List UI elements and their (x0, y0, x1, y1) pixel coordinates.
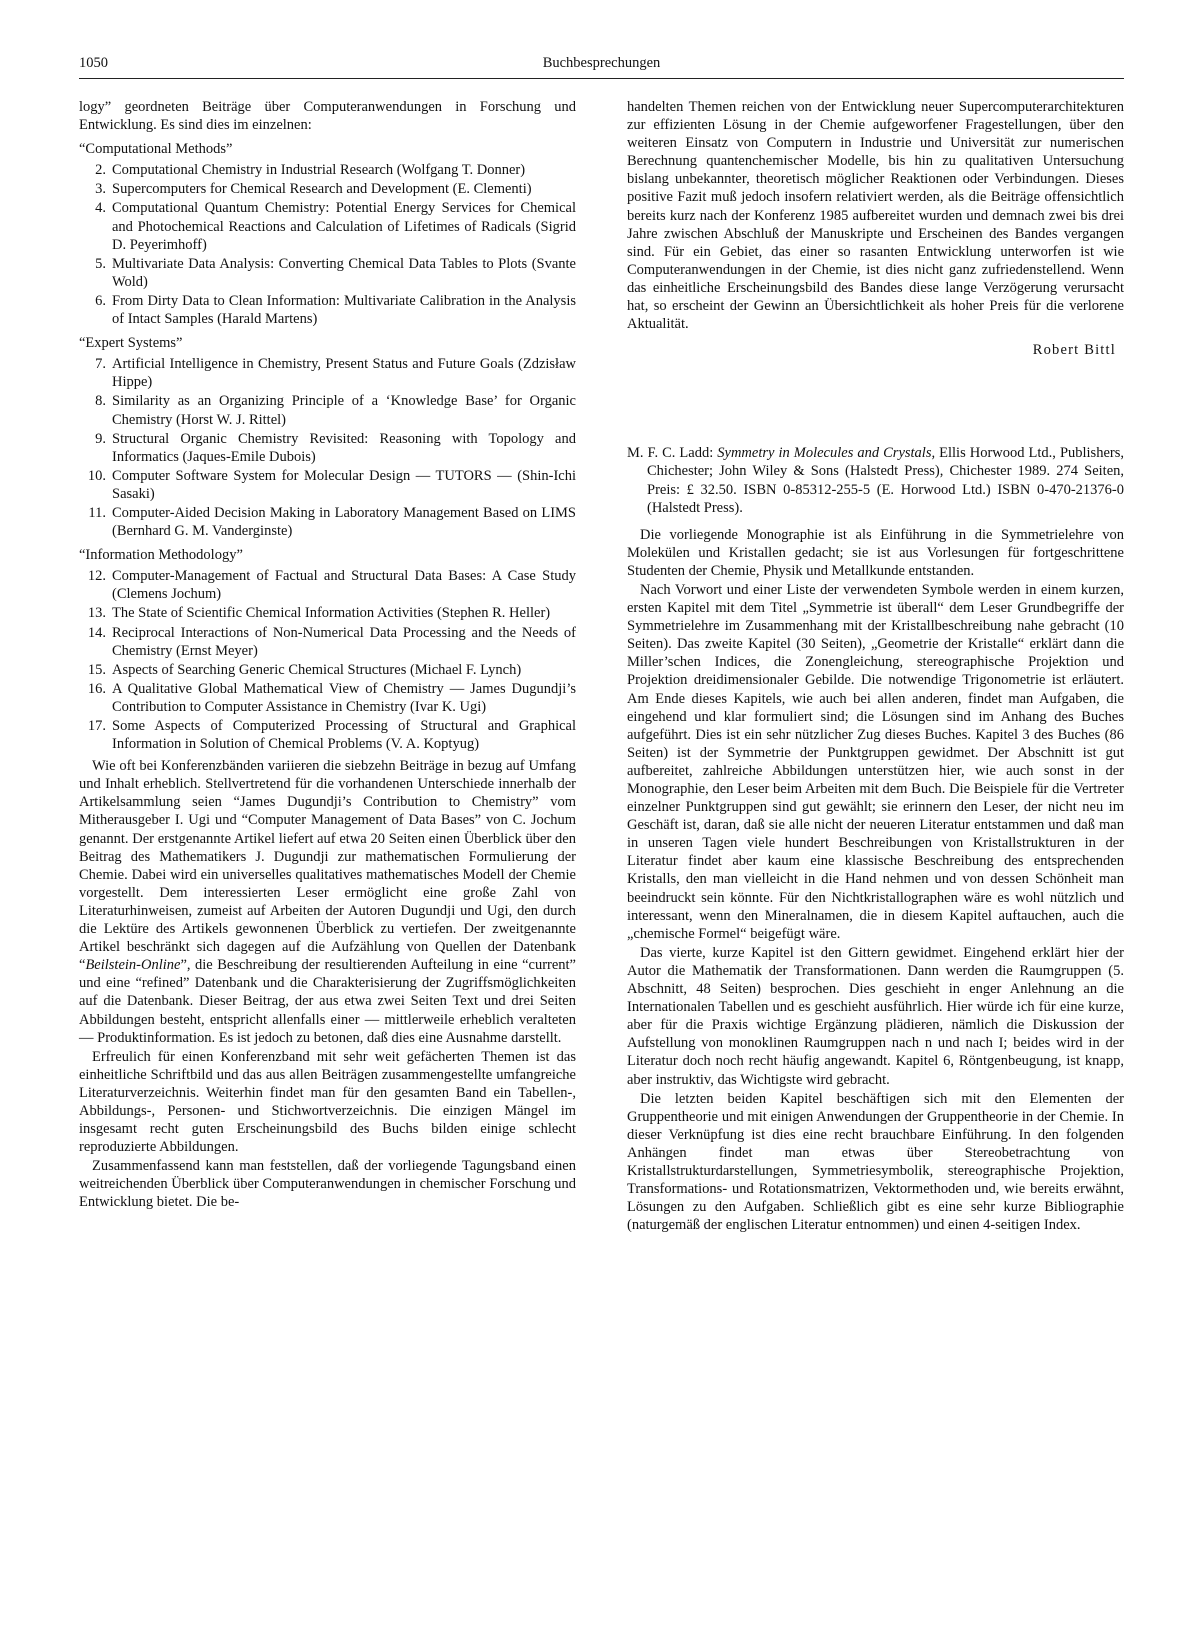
body-paragraph: Wie oft bei Konferenzbänden variieren die siebzehn Beiträge in bezug auf Umfang und Inhalt erheblich. Stellvertretend für die vorhandenen Unterschiede innerhalb der Artikelsammlung seien “James Dugundji’s Contribution to Chemistry” vom Mitherausgeber I. Ugi und “Computer Management of Data Bases” von C. Jochum genannt. Der erstgenannte Artikel liefert auf etwa 20 Seiten einen Überblick über den Beitrag des Mathematikers J. Dugundji zur mathematischen Formulierung der Chemie. Dabei wird ein universelles qualitatives mathematisches Modell der Chemie vorgestellt. Dem interessierten Leser ermöglicht eine große Zahl von Literaturhinweisen, zumeist auf Arbeiten der Autoren Dugundji und Ugi, den durch die Lektüre des Artikels gewonnenen Überblick zu vertiefen. Der zweitgenannte Artikel beschränkt sich dagegen auf die Aufzählung von Quellen der Datenbank “Beilstein-Online”, die Beschreibung der resultierenden Aufteilung in eine “current” und eine “refined” Datenbank und die Charakterisierung der Zugriffsmöglichkeiten auf die Datenbank. Dieser Beitrag, der aus etwa zwei Seiten Text und drei Seiten Abbildungen besteht, entspricht allenfalls einer — mittlerweile erheblich veralteten — Produktinformation. Es ist jedoch zu betonen, daß dies eine Ausnahme darstellt. (79, 758, 576, 1046)
list-item: 9. Structural Organic Chemistry Revisited: Reasoning with Topology and Informatics (Jaques-Emile Dubois) (95, 430, 576, 465)
list-item: 6. From Dirty Data to Clean Information: Multivariate Calibration in the Analysis of Intact Samples (Harald Martens) (95, 292, 576, 328)
list-item: 7. Artificial Intelligence in Chemistry, Present Status and Future Goals (Zdzisław Hippe) (95, 356, 576, 391)
group-title-information: “Information Methodology” (79, 547, 243, 564)
list-item: 14. Reciprocal Interactions of Non-Numerical Data Processing and the Needs of Chemistry (Ernst Meyer) (87, 624, 576, 659)
list-item: 8. Similarity as an Organizing Principle of a ‘Knowledge Base’ for Organic Chemistry (Horst W. J. Rittel) (95, 393, 576, 428)
body-paragraph: handelten Themen reichen von der Entwicklung neuer Supercomputerarchitekturen zur effizienten Lösung in der Chemie aufgeworfener Fragestellungen, über den weiteren Einsatz von Computern in Industrie und Universität zur numerischen Berechnung quantenchemischer Modelle, bis hin zu qualitativen Untersuchung bislang unbekannter, theoretisch möglicher Reaktionen oder Verbindungen. Dieses positive Fazit muß jedoch insofern relativiert werden, als die Beiträge offensichtlich bereits kurz nach der Konferenz 1985 aufbereitet wurden und demnach zwei bis drei Jahre zwischen Abschluß der Manuskripte und Erscheinen des Bandes vergangen sind. Für ein Gebiet, das einer so rasanten Entwicklung unterworfen ist wie Computeranwendungen in der Chemie, ist dies nicht ganz zufriedenstellend. Wenn das einheitliche Erscheinungsbild des Bandes diese lange Verzögerung verursacht hat, so erscheint der Gewinn an Übersichtlichkeit als hoher Preis für die verlorene Aktualität. (627, 99, 1124, 333)
list-item: 12. Computer-Management of Factual and Structural Data Bases: A Case Study (Clemens Jochum) (87, 568, 576, 603)
body-paragraph: Erfreulich für einen Konferenzband mit sehr weit gefächerten Themen ist das einheitliche Schriftbild und das aus allen Beiträgen zusammengestellte umfangreiche Literaturverzeichnis. Weiterhin findet man für den gesamten Band ein Tabellen-, Abbildungs-, Personen- und Stichwortverzeichnis. Die einzigen Mängel im insgesamt recht guten Erscheinungsbild des Buchs bilden einige schlecht reproduzierte Abbildungen. (79, 1048, 576, 1156)
section-title: Buchbesprechungen (542, 55, 661, 71)
body-paragraph: Nach Vorwort und einer Liste der verwendeten Symbole werden in einem kurzen, ersten Kapitel mit dem Titel „Symmetrie ist überall“ dem Leser Grundbegriffe der Symmetrielehre im Zusammenhang mit der Kristallbeschreibung nahe gebracht (10 Seiten). Das zweite Kapitel (30 Seiten), „Geometrie der Kristalle“ erklärt dann die Miller’schen Indices, die Zonengleichung, stereographische Projektion und Projektion dreidimensionaler Gebilde. Die notwendige Trigonometrie ist erläutert. Am Ende dieses Kapitels, wie auch bei allen anderen, findet man Aufgaben, die eingehend und klar formuliert sind; die Lösungen sind im Anhang des Buches aufgeführt. Dies ist ein sehr nützlicher Zug dieses Buches. Kapitel 3 des Buches (86 Seiten) ist der Symmetrie der Punktgruppen gewidmet. Der Abschnitt ist gut aufbereitet, zahlreiche Abbildungen unterstützen hier, wie auch sonst in der Monographie, den Leser beim Arbeiten mit dem Buch. Die Beispiele für die Vertreter einzelner Punktgruppen sind gut gewählt; sie erinnern den Leser, der nicht neu im Geschäft ist, daran, daß sie alle nicht der neueren Literatur entstammen und daß man in unseren Tagen viele hundert Beschreibungen von Kristallstrukturen in der Literatur findet aber kaum eine klassische Beschreibung des entsprechenden Kristalls, den man vielleicht in die Hand nehmen und von dessen Schönheit man beeindruckt sein könnte. Für den Nichtkristallographen wäre es wohl nützlich und interessant, wenn den Mineralnamen, die in diesem Kapitel auftauchen, auch die „chemische Formel“ beigefügt wäre. (627, 581, 1124, 942)
running-header (79, 52, 1124, 79)
computational-list (79, 161, 576, 328)
list-item: 3. Supercomputers for Chemical Research and Development (E. Clementi) (95, 181, 532, 198)
expert-list (79, 355, 576, 540)
list-item: 10. Computer Software System for Molecular Design — TUTORS — (Shin-Ichi Sasaki) (87, 467, 576, 502)
list-item: 4. Computational Quantum Chemistry: Potential Energy Services for Chemical and Photochemical Reactions and Calculation of Lifetimes of Radicals (Sigrid D. Peyerimhoff) (95, 200, 576, 253)
body-paragraph: Die vorliegende Monographie ist als Einführung in die Symmetrielehre von Molekülen und Kristallen gedacht; sie ist aus Vorlesungen für fortgeschrittene Studenten der Chemie, Physik und Metallkunde entstanden. (627, 526, 1124, 579)
page-number: 1050 (79, 55, 108, 71)
reviewer-signature: Robert Bittl (1032, 342, 1116, 359)
body-paragraph: Die letzten beiden Kapitel beschäftigen sich mit den Elementen der Gruppentheorie und mit einigen Anwendungen der Gruppentheorie in der Chemie. In dieser Verknüpfung ist dies eine recht brauchbare Einführung. In den folgenden Anhängen findet man etwas über Stereobetrachtung von Kristallstrukturdarstellungen, Symmetriesymbolik, stereographische Projektion, Transformations- und Rotationsmatrizen, Vektormethoden und, wie bereits erwähnt, Lösungen zu den Aufgaben. Schließlich gibt es eine sehr kurze Bibliographie (naturgemäß der englischen Literatur entnommen) und einen 4-seitigen Index. (627, 1090, 1124, 1234)
group-title-computational: “Computational Methods” (79, 141, 233, 158)
book-citation: M. F. C. Ladd: Symmetry in Molecules and Crystals, Ellis Horwood Ltd., Publishers, Chichester; John Wiley & Sons (Halstedt Press), Chichester 1989. 274 Seiten, Preis: £ 32.50. ISBN 0-85312-255-5 (E. Horwood Ltd.) ISBN 0-470-21376-0 (Halstedt Press). (627, 445, 1124, 516)
intro-paragraph: logy” geordneten Beiträge über Computeranwendungen in Forschung und Entwicklung. Es sind dies im einzelnen: (79, 99, 576, 134)
information-list (79, 567, 576, 753)
left-column (79, 98, 576, 1213)
body-paragraph: Das vierte, kurze Kapitel ist den Gittern gewidmet. Eingehend erklärt hier der Autor die Mathematik der Transformationen. Dann werden die Raumgruppen (5. Abschnitt, 48 Seiten) besprochen. Dies geschieht in enger Anlehnung an die Internationalen Tabellen und es geschieht ausführlich. Hier würde ich für eine kurze, aber für die Praxis wichtige Ergänzung plädieren, nämlich die Diskussion der Aufstellung von monoklinen Raumgruppen nach n und nach I; beides wird in der Literatur doch noch recht häufig angewandt. Kapitel 6, Röntgenbeugung, ist knapp, aber instruktiv, das Wichtigste wird gebracht. (627, 944, 1124, 1088)
list-item: 11. Computer-Aided Decision Making in Laboratory Management Based on LIMS (Bernhard G. M. Vanderginste) (88, 504, 576, 540)
group-title-expert: “Expert Systems” (79, 335, 183, 352)
right-column (627, 98, 1124, 1235)
list-item: 17. Some Aspects of Computerized Processing of Structural and Graphical Information in Solution of Chemical Problems (V. A. Koptyug) (87, 718, 576, 753)
list-item: 16. A Qualitative Global Mathematical View of Chemistry — James Dugundji’s Contribution to Computer Assistance in Chemistry (Ivar K. Ugi) (87, 680, 576, 715)
body-paragraph: Zusammenfassend kann man feststellen, daß der vorliegende Tagungsband einen weitreichenden Überblick über Computeranwendungen in chemischer Forschung und Entwicklung bietet. Die be- (79, 1158, 576, 1211)
list-item: 2. Computational Chemistry in Industrial Research (Wolfgang T. Donner) (95, 162, 526, 179)
list-item: 13. The State of Scientific Chemical Information Activities (Stephen R. Heller) (87, 605, 551, 622)
list-item: 15. Aspects of Searching Generic Chemical Structures (Michael F. Lynch) (87, 661, 522, 678)
list-item: 5. Multivariate Data Analysis: Converting Chemical Data Tables to Plots (Svante Wold) (95, 255, 576, 290)
